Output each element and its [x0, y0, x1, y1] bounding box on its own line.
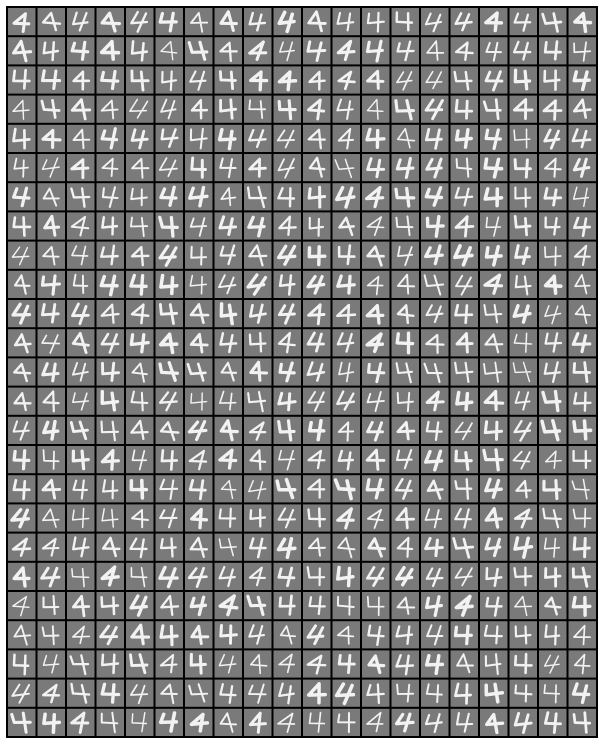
digit-cell	[215, 475, 243, 502]
digit-cell	[97, 417, 125, 444]
digit-cell	[244, 650, 272, 677]
digit-cell	[274, 125, 302, 152]
digit-cell	[38, 388, 66, 415]
digit-cell	[539, 650, 567, 677]
digit-cell	[333, 417, 361, 444]
digit-cell	[569, 621, 597, 648]
digit-cell	[421, 66, 449, 93]
digit-cell	[67, 271, 95, 298]
digit-cell	[569, 388, 597, 415]
digit-cell	[539, 96, 567, 123]
digit-cell	[185, 154, 213, 181]
digit-cell	[362, 709, 390, 736]
digit-cell	[97, 475, 125, 502]
digit-cell	[38, 504, 66, 531]
digit-cell	[333, 388, 361, 415]
digit-cell	[539, 154, 567, 181]
digit-cell	[392, 271, 420, 298]
digit-cell	[126, 96, 154, 123]
digit-cell	[126, 709, 154, 736]
digit-cell	[480, 329, 508, 356]
digit-cell	[67, 8, 95, 35]
digit-cell	[67, 621, 95, 648]
digit-cell	[392, 66, 420, 93]
digit-cell	[392, 388, 420, 415]
digit-cell	[8, 388, 36, 415]
digit-cell	[333, 125, 361, 152]
digit-cell	[126, 358, 154, 385]
digit-cell	[8, 534, 36, 561]
digit-cell	[8, 592, 36, 619]
digit-cell	[274, 388, 302, 415]
digit-cell	[333, 8, 361, 35]
digit-cell	[392, 212, 420, 239]
digit-cell	[156, 417, 184, 444]
digit-cell	[362, 504, 390, 531]
digit-cell	[362, 212, 390, 239]
digit-cell	[421, 37, 449, 64]
digit-cell	[362, 680, 390, 707]
digit-cell	[185, 242, 213, 269]
digit-cell	[510, 475, 538, 502]
digit-cell	[38, 446, 66, 473]
digit-cell	[362, 96, 390, 123]
digit-cell	[8, 650, 36, 677]
digit-cell	[539, 534, 567, 561]
digit-cell	[274, 154, 302, 181]
digit-cell	[156, 66, 184, 93]
digit-cell	[362, 300, 390, 327]
digit-cell	[421, 8, 449, 35]
digit-cell	[185, 388, 213, 415]
digit-cell	[274, 504, 302, 531]
digit-cell	[421, 563, 449, 590]
digit-cell	[451, 388, 479, 415]
digit-cell	[126, 504, 154, 531]
digit-cell	[97, 300, 125, 327]
digit-cell	[126, 300, 154, 327]
digit-cell	[274, 621, 302, 648]
digit-cell	[421, 680, 449, 707]
digit-cell	[215, 709, 243, 736]
digit-cell	[362, 563, 390, 590]
digit-cell	[569, 475, 597, 502]
digit-cell	[8, 680, 36, 707]
digit-grid-svg	[6, 6, 598, 738]
digit-cell	[451, 8, 479, 35]
digit-cell	[215, 183, 243, 210]
digit-cell	[156, 154, 184, 181]
digit-cell	[156, 621, 184, 648]
digit-cell	[38, 242, 66, 269]
digit-cell	[274, 183, 302, 210]
digit-cell	[38, 592, 66, 619]
digit-cell	[244, 446, 272, 473]
digit-cell	[421, 329, 449, 356]
digit-cell	[67, 504, 95, 531]
digit-cell	[451, 417, 479, 444]
digit-cell	[539, 446, 567, 473]
digit-cell	[539, 242, 567, 269]
digit-cell	[8, 242, 36, 269]
digit-cell	[510, 271, 538, 298]
digit-cell	[392, 592, 420, 619]
digit-sample-grid	[6, 6, 598, 738]
digit-cell	[510, 125, 538, 152]
digit-cell	[126, 183, 154, 210]
digit-cell	[215, 388, 243, 415]
digit-cell	[392, 534, 420, 561]
digit-cell	[303, 66, 331, 93]
digit-cell	[97, 446, 125, 473]
digit-cell	[8, 125, 36, 152]
digit-cell	[362, 592, 390, 619]
digit-cell	[244, 125, 272, 152]
digit-cell	[451, 96, 479, 123]
digit-cell	[67, 125, 95, 152]
digit-cell	[392, 300, 420, 327]
digit-cell	[126, 388, 154, 415]
digit-cell	[569, 300, 597, 327]
digit-cell	[451, 271, 479, 298]
digit-cell	[569, 183, 597, 210]
digit-cell	[303, 212, 331, 239]
digit-cell	[333, 242, 361, 269]
digit-cell	[569, 37, 597, 64]
digit-cell	[156, 37, 184, 64]
digit-cell	[480, 358, 508, 385]
digit-cell	[215, 271, 243, 298]
digit-cell	[38, 358, 66, 385]
digit-cell	[126, 37, 154, 64]
digit-cell	[333, 154, 361, 181]
digit-cell	[215, 680, 243, 707]
digit-cell	[539, 621, 567, 648]
digit-cell	[8, 96, 36, 123]
digit-cell	[303, 709, 331, 736]
digit-cell	[38, 183, 66, 210]
digit-cell	[97, 504, 125, 531]
digit-cell	[333, 300, 361, 327]
digit-cell	[362, 271, 390, 298]
digit-cell	[333, 621, 361, 648]
digit-cell	[274, 212, 302, 239]
digit-cell	[510, 183, 538, 210]
